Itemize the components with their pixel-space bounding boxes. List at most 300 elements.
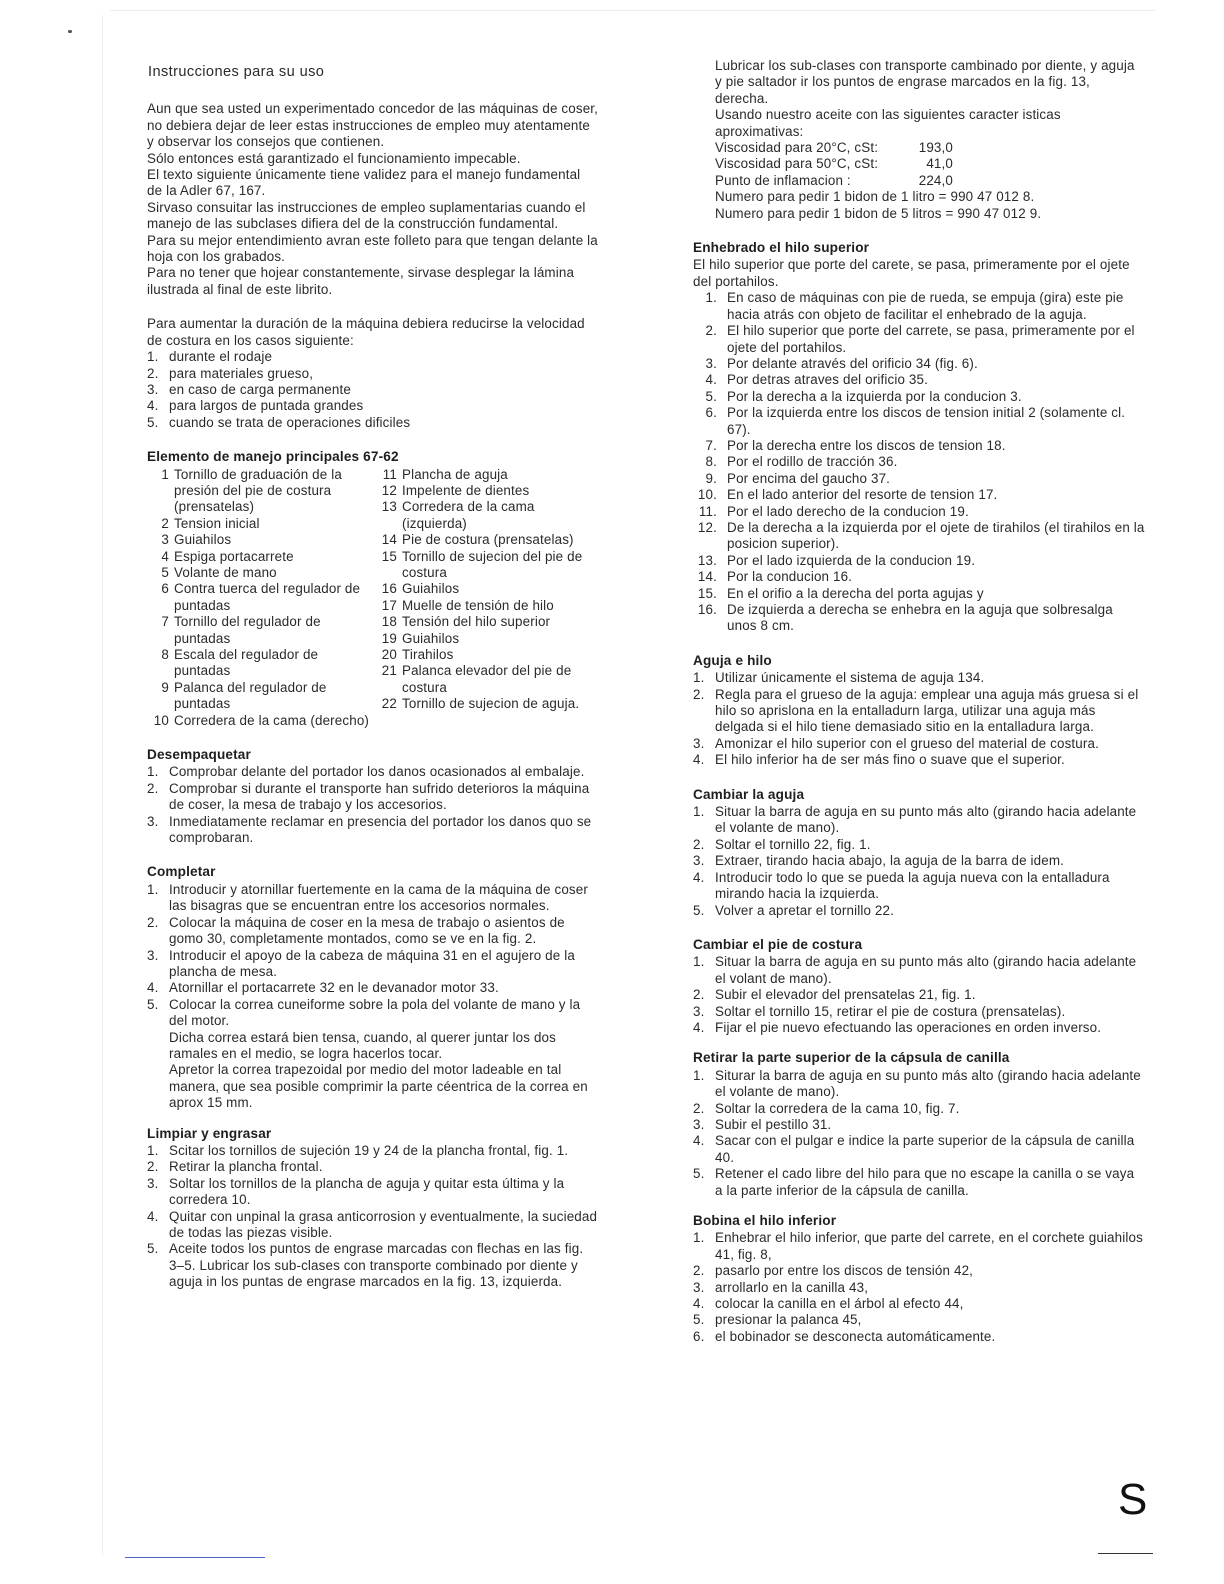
item-text: En el lado anterior del resorte de tension 17.: [727, 487, 998, 503]
item-number: 5.: [147, 996, 159, 1012]
item-text: Tensión del hilo superior: [402, 614, 551, 630]
item-text: presionar la palanca 45,: [715, 1312, 862, 1328]
item-number: 1.: [693, 954, 705, 970]
item-text: para largos de puntada grandes: [169, 398, 364, 414]
item-number: 6: [161, 581, 169, 597]
change-needle-step: [693, 804, 1145, 837]
thread-step: [693, 356, 1145, 372]
part-item: [375, 663, 597, 696]
item-text: Tornillo de graduación de la presión del pie de costura (prensatelas): [174, 466, 342, 515]
item-number: 2.: [147, 1159, 159, 1175]
complete-list: [147, 882, 599, 1030]
change-foot-step: [693, 1020, 1145, 1036]
unpack-step: [147, 814, 599, 847]
part-item: [375, 499, 597, 532]
scan-edge-top: [110, 10, 1155, 11]
item-text: Volver a apretar el tornillo 22.: [715, 902, 894, 918]
part-item: [147, 581, 375, 614]
item-number: 15.: [697, 585, 717, 601]
speed-list-item: [147, 382, 599, 398]
thread-step: [693, 372, 1145, 388]
item-number: 4.: [693, 869, 705, 885]
intro-paragraph: Para no tener que hojear constantemente, sirvase desplegar la lámina ilustrada al final de este librito.: [147, 265, 575, 297]
item-text: Sacar con el pulgar e indice la parte superior de la cápsula de canilla 40.: [715, 1133, 1135, 1165]
unpack-heading: Desempaquetar: [147, 747, 251, 763]
item-number: 16.: [697, 602, 717, 617]
clean-step: [147, 1143, 599, 1159]
item-number: 10: [153, 712, 169, 728]
item-number: 1.: [147, 764, 159, 780]
spec-row: [715, 140, 953, 156]
item-number: 4.: [705, 372, 717, 388]
lube-text: Lubricar los sub-clases con transporte cambinado por diente, y aguja y pie saltador ir los puntos de engrase marcados en la fig. 13, derecha.: [715, 58, 1135, 106]
item-number: 4.: [147, 398, 159, 414]
change-needle-step: [693, 853, 1145, 869]
item-number: 1: [161, 466, 169, 482]
footer-rule-left: [125, 1557, 265, 1558]
elements-block: [147, 449, 599, 729]
thread-step: [693, 405, 1145, 438]
item-number: 6.: [693, 1328, 705, 1344]
item-text: Introducir todo lo que se pueda la aguja nueva con la entalladura mirando hacia la izquierda.: [715, 869, 1110, 902]
item-number: 13: [381, 499, 397, 515]
thread-step: [693, 504, 1145, 520]
speed-list-item: [147, 349, 599, 365]
item-number: 7.: [705, 437, 717, 453]
item-number: 3.: [147, 813, 159, 829]
needle-step: [693, 752, 1145, 768]
bobbin-heading: Bobina el hilo inferior: [693, 1213, 837, 1228]
item-number: 2.: [693, 987, 705, 1003]
clean-step: [147, 1241, 599, 1290]
order-number: Numero para pedir 1 bidon de 5 litros = 990 47 012 9.: [715, 205, 1042, 221]
item-number: 6.: [705, 405, 717, 421]
item-number: 21: [381, 663, 397, 679]
item-number: 10.: [697, 487, 717, 503]
item-number: 3.: [147, 381, 159, 397]
clean-step: [147, 1209, 599, 1242]
item-text: Por el lado derecho de la conducion 19.: [727, 503, 969, 519]
speed-list-item: [147, 366, 599, 382]
item-number: 19: [381, 630, 397, 646]
item-number: 4.: [693, 1019, 705, 1035]
item-number: 2.: [693, 1263, 705, 1279]
needle-step: [693, 670, 1145, 686]
item-number: 3.: [693, 1003, 705, 1019]
spec-label: Viscosidad para 50°C, cSt:: [715, 156, 879, 172]
item-number: 22: [381, 696, 397, 712]
part-item: [147, 532, 375, 548]
part-item: [147, 680, 375, 713]
item-number: 18: [381, 614, 397, 630]
item-text: Tirahilos: [402, 647, 454, 662]
item-number: 4.: [147, 980, 159, 996]
part-item: [375, 581, 597, 597]
item-number: 11: [382, 466, 397, 482]
complete-block: [147, 864, 599, 1111]
needle-step: [693, 736, 1145, 752]
item-number: 9.: [705, 470, 717, 486]
item-text: el bobinador se desconecta automáticamente.: [715, 1328, 996, 1344]
unpack-step: [147, 781, 599, 814]
change-needle-list: [693, 804, 1145, 919]
item-number: 3.: [693, 1116, 705, 1132]
change-foot-block: [693, 937, 1145, 1036]
thread-upper-intro: El hilo superior que porte del carete, se pasa, primeramente por el ojete del portahilos.: [693, 257, 1130, 289]
spec-value: 41,0: [926, 156, 953, 172]
part-item: [375, 467, 597, 483]
item-text: Tornillo de sujecion de aguja.: [402, 696, 580, 712]
change-foot-step: [693, 1004, 1145, 1020]
page-title: Instrucciones para su uso: [148, 64, 325, 80]
parts-legend: [147, 467, 599, 730]
item-number: 14: [381, 532, 397, 548]
item-number: 1.: [693, 1067, 705, 1083]
item-text: Palanca elevador del pie de costura: [402, 663, 572, 695]
part-item: [375, 647, 597, 663]
item-number: 14.: [697, 569, 717, 585]
unpack-list: [147, 764, 599, 846]
item-number: 13.: [697, 552, 717, 568]
item-text: En caso de máquinas con pie de rueda, se empuja (gira) este pie hacia atrás con objeto de facilitar el enhebrado de la aguja.: [727, 290, 1124, 322]
item-text: para materiales grueso,: [169, 365, 314, 381]
bobbin-step: [693, 1280, 1145, 1296]
item-number: 5.: [147, 1241, 159, 1257]
speed-list-item: [147, 415, 599, 431]
item-number: 1.: [705, 290, 717, 306]
footer-rule-right: [1098, 1553, 1153, 1554]
thread-step: [693, 471, 1145, 487]
clean-block: [147, 1126, 599, 1291]
item-number: 5.: [693, 1312, 705, 1328]
item-text: Palanca del regulador de puntadas: [174, 679, 327, 712]
item-text: Scitar los tornillos de sujeción 19 y 24 de la plancha frontal, fig. 1.: [169, 1142, 569, 1158]
item-text: Amonizar el hilo superior con el grueso del material de costura.: [715, 735, 1099, 751]
item-text: Soltar el tornillo 15, retirar el pie de costura (prensatelas).: [715, 1003, 1066, 1019]
item-text: pasarlo por entre los discos de tensión 42,: [715, 1263, 974, 1279]
item-number: 8.: [705, 454, 717, 470]
item-number: 1.: [693, 1230, 705, 1246]
needle-list: [693, 670, 1145, 768]
complete-extra: Dicha correa estará bien tensa, cuando, al querer juntar los dos ramales en el medio, se logra hacerlos tocar.: [169, 1029, 556, 1061]
item-text: Tornillo de sujecion del pie de costura: [402, 548, 583, 580]
item-text: Volante de mano: [174, 564, 277, 580]
order-number: Numero para pedir 1 bidon de 1 litro = 990 47 012 8.: [715, 189, 1035, 205]
lube-block: [693, 58, 1145, 222]
clean-heading: Limpiar y engrasar: [147, 1125, 272, 1141]
spec-row: [715, 173, 953, 189]
change-needle-block: [693, 787, 1145, 919]
thread-step: [693, 569, 1145, 585]
bobbin-step: [693, 1312, 1145, 1328]
item-number: 5: [161, 564, 169, 580]
lube-text: Usando nuestro aceite con las siguientes caracter isticas aproximativas:: [715, 107, 1061, 139]
item-number: 3.: [693, 1279, 705, 1295]
spec-value: 193,0: [918, 140, 953, 156]
item-text: Atornillar el portacarrete 32 en le devanador motor 33.: [169, 980, 499, 996]
thread-step: [693, 438, 1145, 454]
needle-block: [693, 653, 1145, 769]
thread-step: [693, 323, 1145, 356]
item-number: 15: [381, 548, 397, 564]
item-text: De la derecha a la izquierda por el ojete de tirahilos (el tirahilos en la posicion superior).: [727, 519, 1145, 552]
item-number: 11.: [698, 503, 717, 519]
capsule-step: [693, 1101, 1145, 1117]
item-text: Por delante através del orificio 34 (fig. 6).: [727, 355, 978, 371]
item-number: 5.: [693, 1166, 705, 1182]
part-item: [375, 483, 597, 499]
item-text: Guiahilos: [174, 532, 232, 548]
item-number: 2.: [693, 836, 705, 852]
change-needle-step: [693, 837, 1145, 853]
item-number: 12.: [697, 519, 717, 535]
complete-step: [147, 882, 599, 915]
item-number: 2: [161, 515, 169, 531]
item-text: arrollarlo en la canilla 43,: [715, 1279, 869, 1295]
parts-column-2: [375, 467, 597, 730]
scan-edge-left: [102, 15, 103, 1555]
intro-paragraph: Aun que sea usted un experimentado concedor de las máquinas de coser, no debiera dejar de leer estas instrucciones de empleo muy atentamente y observar los consejos que contienen.: [147, 101, 599, 150]
elements-heading: Elemento de manejo principales 67-62: [147, 449, 399, 465]
item-number: 20: [381, 647, 397, 662]
item-text: en caso de carga permanente: [169, 381, 351, 397]
intro-paragraph: Sólo entonces está garantizado el funcionamiento impecable.: [147, 150, 521, 166]
thread-step: [693, 602, 1145, 635]
change-foot-step: [693, 954, 1145, 987]
item-number: 1.: [147, 349, 159, 365]
item-text: Soltar el tornillo 22, fig. 1.: [715, 836, 871, 852]
spec-row: [715, 156, 953, 172]
intro-paragraph: Sirvaso consuitar las instrucciones de empleo suplamentarias cuando el manejo de las subclases difiera del de la construcción fundamental.: [147, 199, 586, 232]
item-text: Por encima del gaucho 37.: [727, 470, 891, 486]
complete-extra: Apretor la correa trapezoidal por medio del motor ladeable en tal manera, que sea posible comprimir la parte céentrica de la correa en aprox 15 mm.: [169, 1062, 588, 1111]
item-text: Muelle de tensión de hilo: [402, 597, 554, 613]
item-text: Introducir el apoyo de la cabeza de máquina 31 en el agujero de la plancha de mesa.: [169, 947, 575, 979]
item-text: Impelente de dientes: [402, 482, 530, 498]
speed-list: [147, 349, 599, 431]
item-text: Por el rodillo de tracción 36.: [727, 454, 898, 470]
item-text: Introducir y atornillar fuertemente en la cama de la máquina de coser las bisagras que se encuentran entre los accesorios normales.: [169, 881, 588, 914]
item-text: Contra tuerca del regulador de puntadas: [174, 581, 361, 613]
intro-paragraph: Para su mejor entendimiento avran este folleto para que tengan delante la hoja con los grabados.: [147, 232, 598, 265]
part-item: [147, 549, 375, 565]
item-text: Situar la barra de aguja en su punto más alto (girando hacia adelante el volante de mano).: [715, 804, 1137, 836]
intro-block: [147, 101, 599, 298]
capsule-step: [693, 1068, 1145, 1101]
change-needle-heading: Cambiar la aguja: [693, 786, 805, 802]
thread-step: [693, 389, 1145, 405]
item-number: 9: [161, 679, 169, 695]
item-number: 5.: [147, 414, 159, 430]
item-text: Por la derecha entre los discos de tension 18.: [727, 437, 1006, 453]
item-text: Subir el elevador del prensatelas 21, fig. 1.: [715, 987, 976, 1003]
item-text: Siturar la barra de aguja en su punto más alto (girando hacia adelante el volante de mano).: [715, 1067, 1141, 1100]
item-text: El hilo superior que porte del carrete, se pasa, primeramente por el ojete del portahilos.: [727, 323, 1135, 355]
item-number: 8: [161, 647, 169, 662]
item-number: 7: [161, 614, 169, 630]
item-text: Escala del regulador de puntadas: [174, 647, 319, 679]
item-text: Enhebrar el hilo inferior, que parte del carrete, en el corchete guiahilos 41, fig. 8,: [715, 1230, 1143, 1262]
item-number: 4.: [693, 752, 705, 768]
item-number: 4.: [693, 1133, 705, 1149]
bobbin-block: [693, 1213, 1145, 1345]
needle-heading: Aguja e hilo: [693, 652, 772, 668]
item-text: De izquierda a derecha se enhebra en la aguja que solbresalga unos 8 cm.: [727, 602, 1113, 634]
change-foot-step: [693, 987, 1145, 1003]
thread-step: [693, 520, 1145, 553]
item-text: Tornillo del regulador de puntadas: [174, 614, 321, 646]
item-text: Quitar con unpinal la grasa anticorrosion y eventualmente, la suciedad de todas las piezas visible.: [169, 1208, 598, 1240]
item-number: 3.: [705, 355, 717, 371]
item-number: 3.: [693, 853, 705, 869]
item-number: 2.: [705, 323, 717, 339]
item-number: 4: [161, 548, 169, 564]
clean-step: [147, 1159, 599, 1175]
speed-block: [147, 316, 599, 431]
item-text: Soltar los tornillos de la plancha de aguja y quitar esta última y la corredera 10.: [169, 1175, 565, 1208]
item-text: Fijar el pie nuevo efectuando las operaciones en orden inverso.: [715, 1019, 1102, 1035]
part-item: [375, 598, 597, 614]
complete-step: [147, 948, 599, 981]
item-number: 3: [161, 532, 169, 548]
part-item: [147, 467, 375, 516]
part-item: [147, 614, 375, 647]
parts-column-1: [147, 467, 375, 730]
part-item: [147, 516, 375, 532]
item-text: Pie de costura (prensatelas): [402, 532, 574, 548]
item-number: 2.: [693, 686, 705, 702]
capsule-list: [693, 1068, 1145, 1199]
capsule-step: [693, 1117, 1145, 1133]
part-item: [375, 532, 597, 548]
part-item: [375, 696, 597, 712]
item-text: Extraer, tirando hacia abajo, la aguja de la barra de idem.: [715, 853, 1065, 869]
capsule-block: [693, 1050, 1145, 1199]
item-text: Por el lado izquierda de la conducion 19.: [727, 552, 976, 568]
change-foot-list: [693, 954, 1145, 1036]
complete-step: [147, 980, 599, 996]
item-number: 3.: [693, 735, 705, 751]
item-text: Colocar la correa cuneiforme sobre la pola del volante de mano y la del motor.: [169, 996, 581, 1029]
unpack-block: [147, 747, 599, 846]
item-text: Por la izquierda entre los discos de tension initial 2 (solamente cl. 67).: [727, 405, 1126, 437]
capsule-step: [693, 1166, 1145, 1199]
item-number: 16: [381, 581, 397, 597]
item-text: Soltar la corredera de la cama 10, fig. 7.: [715, 1100, 960, 1116]
item-number: 12: [381, 482, 397, 498]
speed-list-item: [147, 398, 599, 414]
item-number: 1.: [147, 881, 159, 897]
thread-step: [693, 586, 1145, 602]
oil-spec-table: [715, 140, 953, 189]
item-text: Situar la barra de aguja en su punto más alto (girando hacia adelante el volant de mano).: [715, 954, 1137, 986]
part-item: [147, 713, 375, 729]
item-number: 5.: [705, 388, 717, 404]
part-item: [147, 647, 375, 680]
item-text: Espiga portacarrete: [174, 548, 294, 564]
item-number: 4.: [693, 1296, 705, 1312]
item-text: Corredera de la cama (derecho): [174, 712, 370, 728]
bobbin-step: [693, 1296, 1145, 1312]
complete-step: [147, 915, 599, 948]
thread-upper-block: [693, 240, 1145, 635]
needle-step: [693, 687, 1145, 736]
complete-heading: Completar: [147, 864, 216, 880]
speed-text: Para aumentar la duración de la máquina debiera reducirse la velocidad de costura en los casos siguiente:: [147, 316, 585, 348]
clean-list: [147, 1143, 599, 1291]
item-text: Colocar la máquina de coser en la mesa de trabajo o asientos de gomo 30, completamente montados, como se ve en la fig. 2.: [169, 914, 565, 947]
item-number: 1.: [693, 670, 705, 686]
item-text: Guiahilos: [402, 630, 460, 646]
change-needle-step: [693, 903, 1145, 919]
bobbin-step: [693, 1329, 1145, 1345]
capsule-step: [693, 1133, 1145, 1166]
spec-label: Viscosidad para 20°C, cSt:: [715, 140, 879, 156]
item-number: 2.: [693, 1100, 705, 1116]
spec-value: 224,0: [918, 172, 953, 188]
item-number: 3.: [147, 1175, 159, 1191]
section-letter: S: [1118, 1475, 1148, 1524]
clean-step: [147, 1176, 599, 1209]
item-text: Tension inicial: [174, 515, 260, 531]
item-number: 2.: [147, 780, 159, 796]
item-text: Retener el cado libre del hilo para que no escape la canilla o se vaya a la parte inferior de la cápsula de canilla.: [715, 1166, 1135, 1198]
unpack-step: [147, 764, 599, 780]
left-column: [147, 64, 599, 1309]
part-item: [375, 631, 597, 647]
item-text: Aceite todos los puntos de engrase marcadas con flechas en las fig. 3–5. Lubricar los sub-clases con transporte combinado por diente y aguja in los puntas de engrase marcados en la fig. 13, izquierda.: [169, 1241, 584, 1290]
item-text: Retirar la plancha frontal.: [169, 1159, 323, 1175]
item-number: 5.: [693, 902, 705, 918]
change-foot-heading: Cambiar el pie de costura: [693, 936, 863, 952]
part-item: [147, 565, 375, 581]
item-text: Utilizar únicamente el sistema de aguja 134.: [715, 670, 985, 686]
complete-step: [147, 997, 599, 1030]
item-text: Subir el pestillo 31.: [715, 1116, 832, 1132]
item-text: colocar la canilla en el árbol al efecto 44,: [715, 1296, 964, 1312]
thread-step: [693, 454, 1145, 470]
item-number: 2.: [147, 914, 159, 930]
item-number: 4.: [147, 1208, 159, 1224]
right-column: [693, 58, 1145, 1363]
item-text: Por detras atraves del orificio 35.: [727, 372, 928, 388]
capsule-heading: Retirar la parte superior de la cápsula de canilla: [693, 1050, 1010, 1066]
item-text: Corredera de la cama (izquierda): [402, 499, 535, 531]
thread-step: [693, 553, 1145, 569]
item-number: 1.: [147, 1142, 159, 1158]
part-item: [375, 614, 597, 630]
item-text: Regla para el grueso de la aguja: emplear una aguja más gruesa si el hilo so aprislona en la entalladurn larga, utilizar una aguja más delgada si el hilo tiene demasiado sitio en la entalladura larga.: [715, 686, 1139, 735]
item-text: Comprobar si durante el transporte han sufrido deterioros la máquina de coser, la mesa de trabajo y los accesorios.: [169, 780, 590, 813]
item-text: cuando se trata de operaciones dificiles: [169, 414, 411, 430]
item-text: durante el rodaje: [169, 349, 273, 365]
bobbin-list: [693, 1230, 1145, 1345]
thread-step: [693, 487, 1145, 503]
item-text: Inmediatamente reclamar en presencia del portador los danos quo se comprobaran.: [169, 813, 592, 846]
change-needle-step: [693, 870, 1145, 903]
item-text: El hilo inferior ha de ser más fino o suave que el superior.: [715, 752, 1065, 768]
item-text: Guiahilos: [402, 581, 460, 597]
item-number: 17: [381, 597, 397, 613]
item-number: 2.: [147, 365, 159, 381]
item-number: 3.: [147, 947, 159, 963]
item-text: En el orifio a la derecha del porta agujas y: [727, 585, 984, 601]
intro-paragraph: El texto siguiente únicamente tiene validez para el manejo fundamental de la Adler 67, 167.: [147, 167, 581, 199]
thread-step: [693, 290, 1145, 323]
scan-speck: [68, 30, 72, 33]
item-text: Por la conducion 16.: [727, 569, 853, 585]
bobbin-step: [693, 1230, 1145, 1263]
